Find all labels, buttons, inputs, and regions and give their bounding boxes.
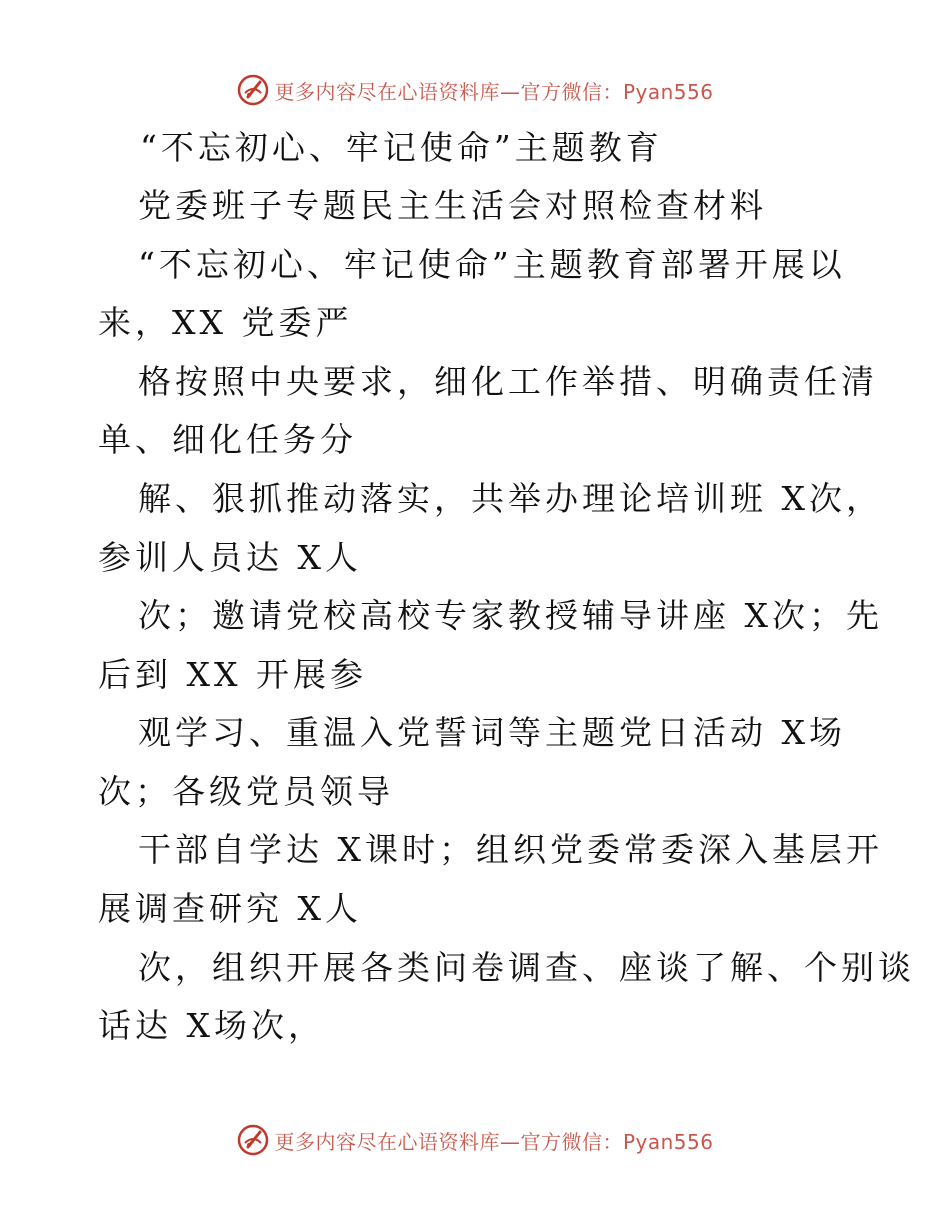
body-line: 干部自学达 X课时；组织党委常委深入基层开	[138, 830, 883, 869]
body-line: 话达 X场次，	[98, 1006, 325, 1045]
body-line: 参训人员达 X人	[98, 538, 362, 577]
body-line: 次；邀请党校高校专家教授辅导讲座 X次；先	[138, 596, 883, 635]
title-line-1: “不忘初心、牢记使命”主题教育	[140, 128, 663, 167]
body-line: “不忘初心、牢记使命”主题教育部署开展以	[138, 245, 846, 284]
body-line: 观学习、重温入党誓词等主题党日活动 X场	[138, 713, 846, 752]
body-line: 来，XX 党委严	[98, 303, 353, 342]
book-pen-logo-icon	[236, 73, 270, 107]
book-pen-logo-icon	[236, 1123, 270, 1157]
body-line: 次；各级党员领导	[98, 772, 394, 811]
header-watermark	[0, 70, 950, 110]
body-line: 展调查研究 X人	[98, 889, 362, 928]
body-line: 单、细化任务分	[98, 420, 357, 459]
watermark-text: 更多内容尽在心语资料库—官方微信：Pyan556	[274, 1129, 714, 1154]
body-line: 格按照中央要求，细化工作举措、明确责任清	[138, 362, 878, 401]
body-line: 次，组织开展各类问卷调查、座谈了解、个别谈	[138, 948, 915, 987]
watermark-text: 更多内容尽在心语资料库—官方微信：Pyan556	[274, 79, 714, 104]
body-line: 解、狠抓推动落实，共举办理论培训班 X次，	[138, 479, 883, 518]
footer-watermark	[0, 1120, 950, 1160]
title-line-2: 党委班子专题民主生活会对照检查材料	[138, 186, 767, 225]
body-line: 后到 XX 开展参	[98, 655, 367, 694]
